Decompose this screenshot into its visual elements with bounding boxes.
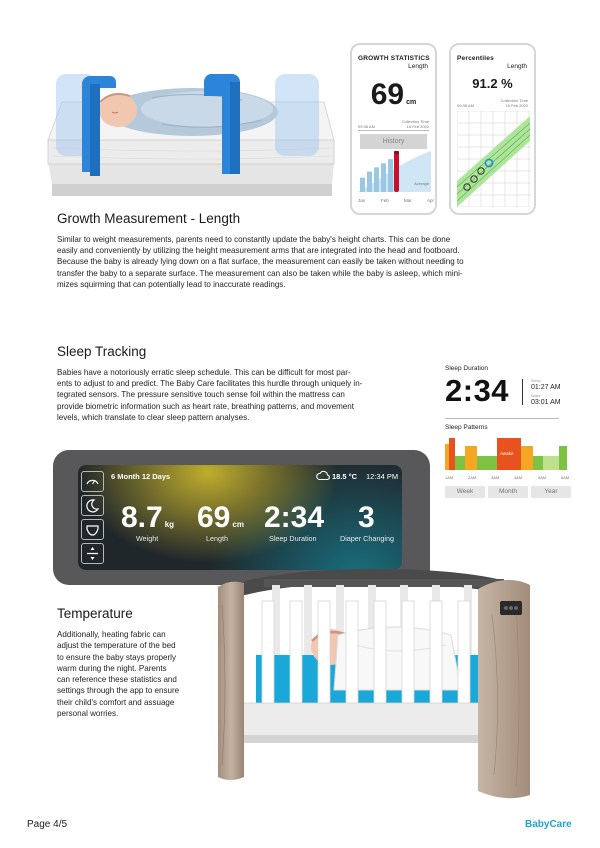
temperature-reading: 18.5 °C [332, 472, 358, 481]
history-bar [374, 167, 379, 192]
percentiles-phone [449, 43, 536, 215]
axis-label: 5AM [538, 475, 547, 480]
diaper-icon[interactable] [81, 519, 104, 540]
paragraph-line: Because the baby is already lying down on a flat surface, the measurement can easily be taken without needing to [57, 257, 464, 267]
axis-label: 4AM [514, 475, 523, 480]
paragraph-line: tegrated sensors. The pressure sensitive touch sense foil within the mattress can [57, 390, 345, 400]
pattern-bar [477, 456, 497, 470]
paragraph-line: mizes squirming that can potentially lead to inaccurate readings. [57, 279, 286, 289]
growth-collection-label: Collection Time [401, 119, 429, 124]
divider [358, 130, 429, 131]
weight-stat [121, 501, 174, 535]
paragraph-line: to ensure the baby stays properly [57, 652, 176, 662]
growth-time: 09:38 AM [358, 124, 375, 129]
month-label: Mar [404, 198, 412, 203]
paragraph-line: can reference these statistics and [57, 675, 177, 685]
moon-icon[interactable] [81, 495, 104, 516]
sleep-paragraph [57, 367, 362, 423]
paragraph-line: Babies have a notoriously erratic sleep schedule. This can be difficult for most par- [57, 368, 351, 377]
diaper-stat-label: Diaper Changing [340, 534, 394, 543]
wake-label: Wake [531, 394, 541, 398]
paragraph-line: provide biometric information such as heart rate, breathing patterns, and movement [57, 401, 354, 411]
pattern-bar [543, 456, 559, 470]
paragraph-line: settings through the app to ensure [57, 686, 180, 696]
growth-length-unit: cm [406, 99, 417, 106]
length-label: Length [206, 534, 228, 543]
growth-collection-date: 16 Feb 2020 [406, 124, 429, 129]
paragraph-line: their child's comfort and assuage [57, 697, 175, 707]
percentile-time: 09:38 AM [457, 103, 474, 108]
month-label: Feb [381, 198, 389, 203]
length-stat [197, 501, 244, 535]
baby-age: 6 Month 12 Days [111, 472, 171, 481]
clock: 12:34 PM [366, 472, 399, 481]
paragraph-line: warm during the night. Parents [57, 663, 167, 673]
sleep-heading: Sleep Tracking [57, 344, 147, 359]
pattern-bar [449, 438, 455, 470]
pattern-bar [533, 456, 543, 470]
pattern-bar [465, 446, 477, 470]
cloud-icon [316, 470, 330, 481]
paragraph-line: ents to adjust to and predict. The Baby Care facilitates this hurdle through uniquely in- [57, 379, 363, 389]
pattern-bar [455, 456, 465, 470]
scale-icon[interactable] [81, 471, 104, 492]
percentile-chart [457, 111, 530, 207]
length-unit: cm [232, 520, 244, 529]
history-bar [381, 163, 386, 192]
average-label: Average [414, 181, 429, 186]
paragraph-line: levels, which translate to clear sleep pattern analyses. [57, 412, 250, 422]
page-number: Page 4/5 [27, 819, 68, 830]
pattern-bar [559, 446, 567, 470]
paragraph-line: personal worries. [57, 709, 119, 719]
paragraph-line: Additionally, heating fabric can [57, 630, 166, 639]
sleep-stat: 2:34 [264, 501, 325, 534]
percentile-collection-label: Collection Time [500, 98, 528, 103]
axis-label: 6AM [561, 475, 570, 480]
diaper-stat: 3 [358, 501, 375, 534]
history-button[interactable]: History [360, 134, 427, 149]
percentile-value: 91.2 % [472, 76, 513, 91]
display-side-menu [78, 465, 107, 570]
sleep-start-label: Sleep [531, 379, 541, 383]
wake-time: 03:01 AM [531, 399, 561, 406]
crib-illustration [216, 565, 536, 803]
growth-title: GROWTH STATISTICS [358, 55, 430, 62]
month-axis [358, 198, 435, 204]
growth-statistics-phone [350, 43, 437, 215]
percentile-subtitle: Length [507, 63, 527, 70]
tab-year[interactable]: Year [531, 486, 571, 498]
weight-label: Weight [136, 534, 159, 543]
paragraph-line: easily and conveniently by utilizing the height measurement arms that are integrated into the head and footboard. [57, 246, 460, 256]
history-bar [360, 178, 365, 192]
axis-label: 2AM [468, 475, 477, 480]
brand-name: BabyCare [525, 819, 572, 830]
divider [522, 379, 523, 405]
temperature-paragraph [57, 629, 179, 719]
axis-label: 3AM [491, 475, 500, 480]
divider [445, 418, 559, 419]
history-bar [367, 172, 372, 193]
history-bar [388, 159, 393, 192]
month-label: Jan [358, 198, 366, 203]
sleep-stat-label: Sleep Duration [269, 534, 317, 543]
temperature-heading: Temperature [57, 606, 133, 621]
pattern-bar [521, 446, 533, 470]
paragraph-line: transfer the baby to a separate surface. The measurement can also be taken while the baby is asleep, which mini- [57, 268, 463, 278]
paragraph-line: Similar to weight measurements, parents need to constantly update the baby's height charts. This can be done [57, 235, 451, 244]
percentile-collection-date: 16 Feb 2020 [505, 103, 528, 108]
sleep-duration-value: 2:34 [445, 373, 510, 408]
percentile-title: Percentiles [457, 55, 494, 62]
sleep-duration-label: Sleep Duration [445, 365, 488, 372]
sleep-patterns-label: Sleep Patterns [445, 424, 488, 431]
growth-paragraph [57, 234, 464, 290]
awake-label: Awake [500, 451, 514, 456]
length-value: 69 [197, 501, 231, 534]
growth-length-value [352, 78, 435, 112]
axis-label: 1AM [445, 475, 454, 480]
month-label: Apr [427, 198, 435, 203]
sleep-start-time: 01:27 AM [531, 384, 561, 391]
growth-history-chart [358, 151, 431, 193]
paragraph-line: adjust the temperature of the bed [57, 641, 176, 651]
growth-length-number: 69 [370, 78, 405, 111]
growth-heading: Growth Measurement - Length [57, 211, 241, 226]
bed-height-arms-illustration [42, 62, 342, 202]
crib-display-screen [78, 465, 402, 570]
sleep-duration-widget [445, 365, 575, 500]
current-bar [394, 151, 399, 192]
tab-week[interactable]: Week [445, 486, 485, 498]
weight-unit: kg [164, 520, 175, 529]
tab-month[interactable]: Month [488, 486, 528, 498]
weight-value: 8.7 [121, 501, 163, 534]
growth-subtitle: Length [408, 63, 428, 70]
height-icon[interactable] [81, 543, 104, 564]
